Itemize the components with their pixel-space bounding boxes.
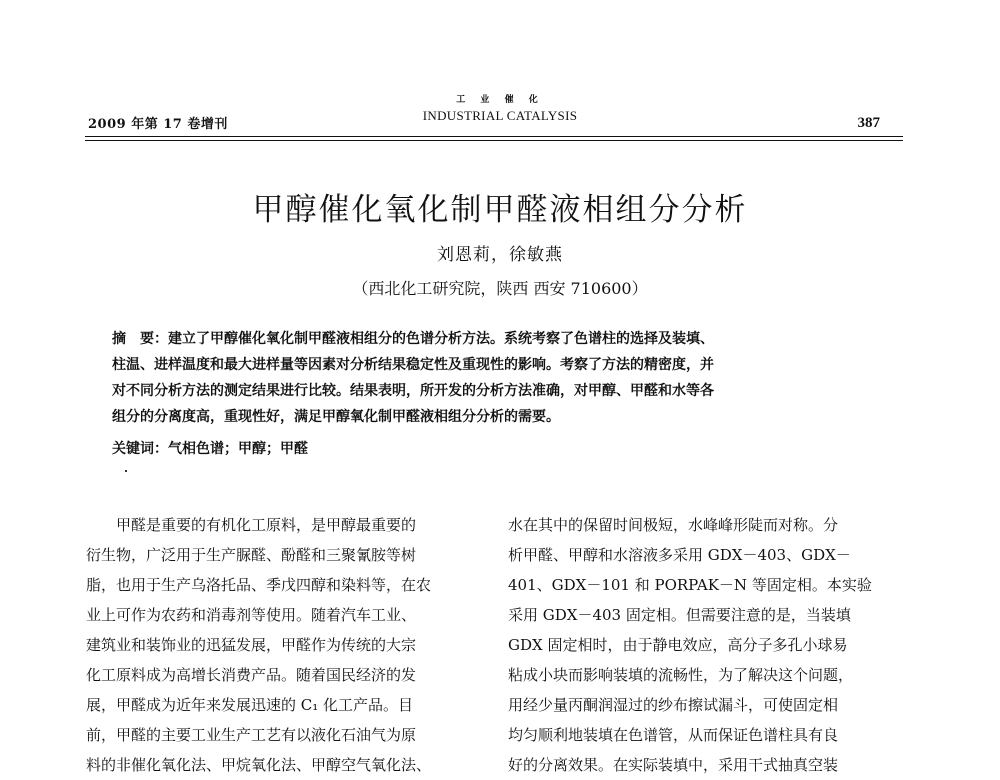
body-line: 展，甲醛成为近年来发展迅速的 C₁ 化工产品。目 [86, 696, 414, 714]
keywords: 关键词：气相色谱；甲醇；甲醛 [112, 441, 308, 457]
body-line: 化工原料成为高增长消费产品。随着国民经济的发 [86, 666, 417, 684]
body-line: 建筑业和装饰业的迅猛发展，甲醛作为传统的大宗 [86, 636, 417, 654]
page-number: 387 [857, 115, 880, 131]
body-line: GDX 固定相时，由于静电效应，高分子多孔小球易 [508, 636, 848, 654]
body-column-left [86, 510, 478, 780]
journal-name-english: INDUSTRIAL CATALYSIS [422, 108, 578, 123]
header-rule-thick [85, 136, 903, 137]
header-rule-thin [85, 140, 903, 141]
body-line: 401、GDX－101 和 PORPAK－N 等固定相。本实验 [508, 576, 872, 594]
body-line: 衍生物，广泛用于生产脲醛、酚醛和三聚氰胺等树 [86, 546, 417, 564]
abstract-line: 组分的分离度高，重现性好，满足甲醇氧化制甲醛液相组分分析的需要。 [112, 409, 560, 425]
body-line: 甲醛是重要的有机化工原料，是甲醇最重要的 [116, 516, 417, 534]
stray-mark [125, 470, 127, 472]
body-line: 用经少量丙酮润湿过的纱布擦试漏斗，可使固定相 [508, 696, 839, 714]
body-line: 采用 GDX－403 固定相。但需要注意的是，当装填 [508, 606, 851, 624]
body-line: 业上可作为农药和消毒剂等使用。随着汽车工业、 [86, 606, 417, 624]
body-line: 料的非催化氧化法、甲烷氧化法、甲醇空气氧化法、 [86, 756, 432, 774]
abstract-line: 对不同分析方法的测定结果进行比较。结果表明，所开发的分析方法准确，对甲醇、甲醛和水等各 [112, 383, 714, 399]
article-affiliation: （西北化工研究院，陕西 西安 710600） [352, 279, 648, 298]
body-line: 前，甲醛的主要工业生产工艺有以液化石油气为原 [86, 726, 417, 744]
body-line: 粘成小块而影响装填的流畅性，为了解决这个问题， [508, 666, 854, 684]
body-line: 水在其中的保留时间极短，水峰峰形陡而对称。分 [508, 516, 839, 534]
article-authors: 刘恩莉，徐敏燕 [437, 245, 563, 265]
abstract [112, 326, 887, 430]
abstract-line: 摘 要：建立了甲醇催化氧化制甲醛液相组分的色谱分析方法。系统考察了色谱柱的选择及装填、 [112, 331, 714, 347]
body-column-right [508, 510, 900, 780]
article-title: 甲醇催化氧化制甲醛液相组分分析 [252, 192, 748, 228]
body-line: 析甲醛、甲醇和水溶液多采用 GDX－403、GDX－ [508, 546, 851, 564]
abstract-line: 柱温、进样温度和最大进样量等因素对分析结果稳定性及重现性的影响。考察了方法的精密度，并 [112, 357, 714, 373]
body-line: 脂，也用于生产乌洛托品、季戊四醇和染料等，在农 [86, 576, 432, 594]
body-line: 好的分离效果。在实际装填中，采用干式抽真空装 [508, 756, 839, 774]
journal-name-chinese: 工 业 催 化 [456, 95, 544, 105]
issue-label: 2009 年第 17 卷增刊 [88, 117, 228, 132]
body-line: 均匀顺利地装填在色谱管，从而保证色谱柱具有良 [508, 726, 839, 744]
journal-header [0, 96, 1000, 122]
